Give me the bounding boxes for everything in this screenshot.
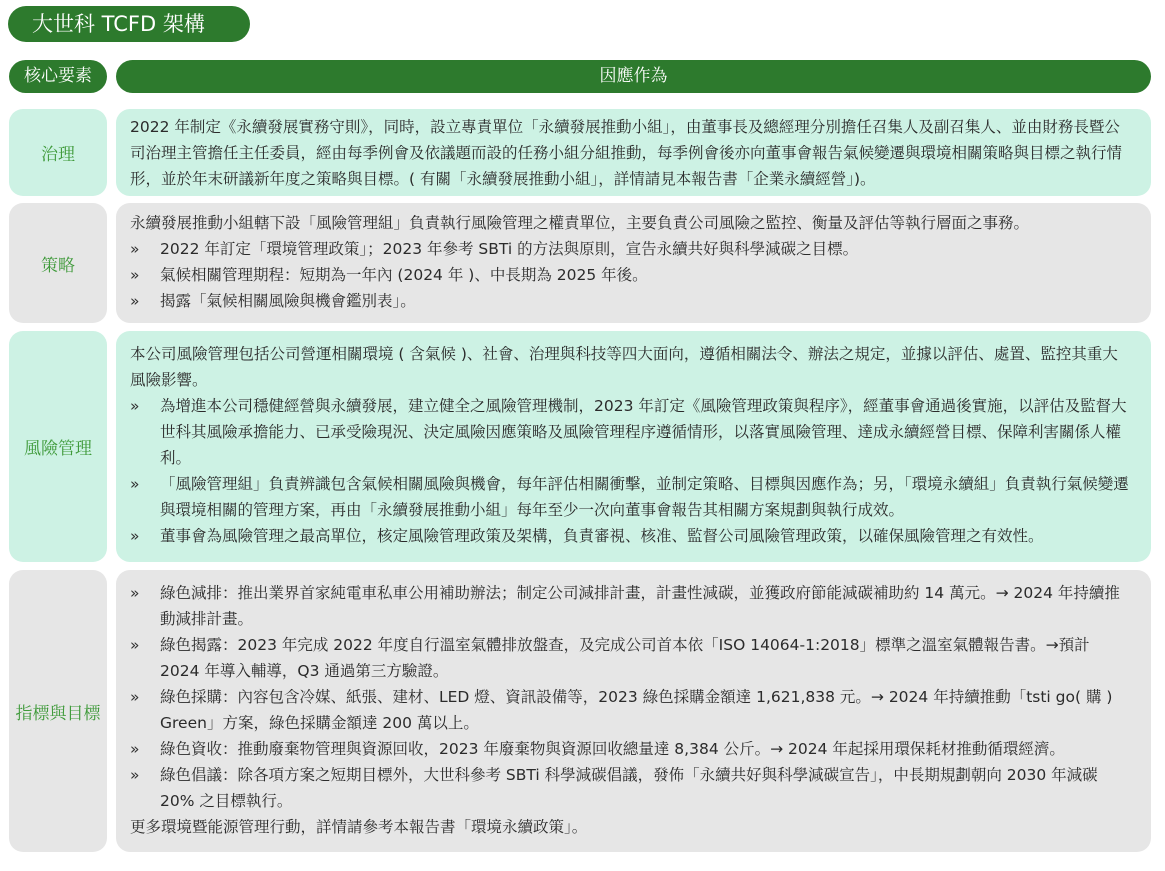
bullet-marker: » bbox=[130, 636, 140, 654]
row-content-governance bbox=[116, 109, 1151, 196]
bullet-item: » 董事會為風險管理之最高單位，核定風險管理政策及架構，負責審視、核准、監督公司風險管理政策，以確保風險管理之有效性。 bbox=[130, 523, 1129, 549]
bullet-marker: » bbox=[130, 688, 140, 706]
bullet-item: » 綠色資收：推動廢棄物管理與資源回收，2023 年廢棄物與資源回收總量達 8,384 公斤。→ 2024 年起採用環保耗材推動循環經濟。 bbox=[130, 736, 1129, 762]
paragraph: 更多環境暨能源管理行動，詳情請參考本報告書「環境永續政策」。 bbox=[130, 818, 588, 836]
bullet-marker: » bbox=[130, 266, 140, 284]
bullet-marker: » bbox=[130, 240, 140, 258]
paragraph: 永續發展推動小組轄下設「風險管理組」負責執行風險管理之權責單位，主要負責公司風險之監控、衡量及評估等執行層面之事務。 bbox=[130, 214, 1030, 232]
row-label-risk-management: 風險管理 bbox=[9, 331, 107, 562]
bullet-item: » 氣候相關管理期程：短期為一年內 (2024 年 )、中長期為 2025 年後。 bbox=[130, 262, 1129, 288]
bullet-item: » 為增進本公司穩健經營與永續發展，建立健全之風險管理機制，2023 年訂定《風險管理政策與程序》，經董事會通過後實施，以評估及監督大世科其風險承擔能力、已承受險現況、決定風險因應策略及風險管理程序遵循情形，以落實風險管理、達成永續經營目標、保障利害關係人權利。 bbox=[130, 393, 1129, 471]
bullet-marker: » bbox=[130, 584, 140, 602]
bullet-marker: » bbox=[130, 397, 140, 415]
header-core-elements: 核心要素 bbox=[9, 60, 107, 93]
row-label-governance: 治理 bbox=[9, 109, 107, 196]
row-content-risk-management bbox=[116, 331, 1151, 562]
row-content-metrics-targets bbox=[116, 570, 1151, 852]
bullet-item: » 「風險管理組」負責辨識包含氣候相關風險與機會，每年評估相關衝擊，並制定策略、目標與因應作為；另，「環境永續組」負責執行氣候變遷與環境相關的管理方案，再由「永續發展推動小組」每年至少一次向董事會報告其相關方案規劃與執行成效。 bbox=[130, 471, 1129, 523]
bullet-item: » 綠色倡議：除各項方案之短期目標外，大世科參考 SBTi 科學減碳倡議，發佈「永續共好與科學減碳宣告」，中長期規劃朝向 2030 年減碳 20% 之目標執行。 bbox=[130, 762, 1129, 814]
row-label-strategy: 策略 bbox=[9, 203, 107, 323]
row-content-strategy bbox=[116, 203, 1151, 323]
page-title: 大世科 TCFD 架構 bbox=[8, 6, 250, 42]
bullet-marker: » bbox=[130, 527, 140, 545]
bullet-item: » 綠色採購：內容包含冷媒、紙張、建材、LED 燈、資訊設備等，2023 綠色採購金額達 1,621,838 元。→ 2024 年持續推動「tsti go( 購 ) Green」方案，綠色採購金額達 200 萬以上。 bbox=[130, 684, 1129, 736]
row-label-metrics-targets: 指標與目標 bbox=[9, 570, 107, 852]
bullet-marker: » bbox=[130, 292, 140, 310]
bullet-item: » 綠色揭露：2023 年完成 2022 年度自行溫室氣體排放盤查，及完成公司首本依「ISO 14064-1:2018」標準之溫室氣體報告書。→預計 2024 年導入輔導，Q3 通過第三方驗證。 bbox=[130, 632, 1129, 684]
bullet-item: » 綠色減排：推出業界首家純電車私車公用補助辦法；制定公司減排計畫，計畫性減碳，並獲政府節能減碳補助約 14 萬元。→ 2024 年持續推動減排計畫。 bbox=[130, 580, 1129, 632]
paragraph: 本公司風險管理包括公司營運相關環境 ( 含氣候 )、社會、治理與科技等四大面向，遵循相關法令、辦法之規定，並據以評估、處置、監控其重大風險影響。 bbox=[130, 345, 1118, 389]
bullet-marker: » bbox=[130, 740, 140, 758]
bullet-item: » 2022 年訂定「環境管理政策」；2023 年參考 SBTi 的方法與原則，宣告永續共好與科學減碳之目標。 bbox=[130, 236, 1129, 262]
bullet-item: » 揭露「氣候相關風險與機會鑑別表」。 bbox=[130, 288, 1129, 314]
bullet-marker: » bbox=[130, 475, 140, 493]
bullet-marker: » bbox=[130, 766, 140, 784]
paragraph: 2022 年制定《永續發展實務守則》，同時，設立專責單位「永續發展推動小組」，由董事長及總經理分別擔任召集人及副召集人、並由財務長暨公司治理主管擔任主任委員，經由每季例會及依議題而設的任務小組分組推動，每季例會後亦向董事會報告氣候變遷與環境相關策略與目標之執行情形，並於年末研議新年度之策略與目標。( 有關「永續發展推動小組」，詳情請見本報告書「企業永續經營」)。 bbox=[130, 118, 1123, 188]
header-response-actions: 因應作為 bbox=[116, 60, 1151, 93]
